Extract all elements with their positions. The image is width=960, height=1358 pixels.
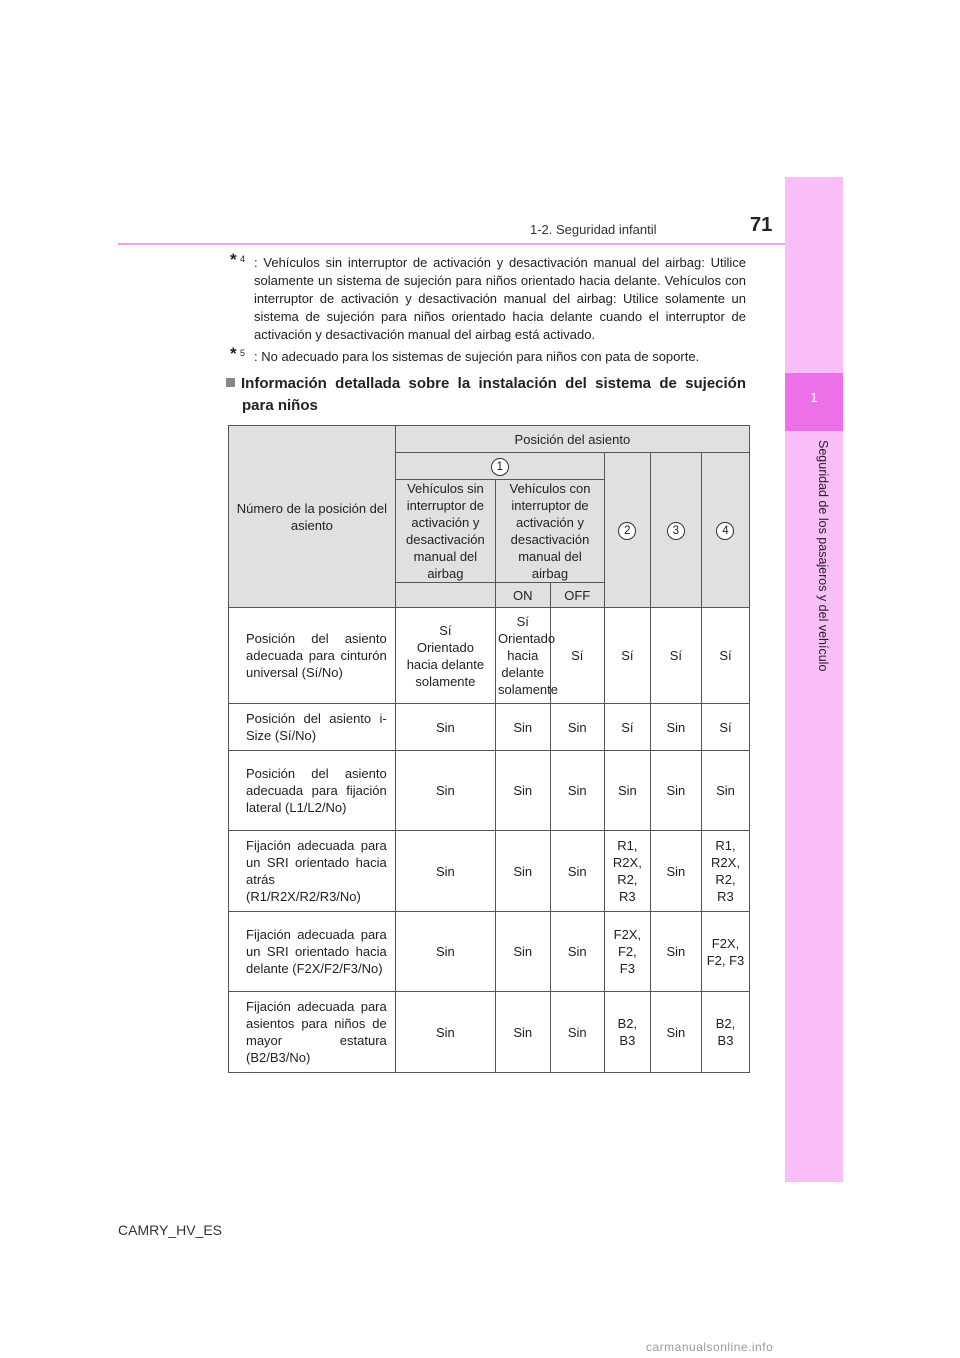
table-cell: Sin xyxy=(550,831,604,912)
table-cell: Sí xyxy=(701,704,749,751)
heading-line-1: Información detallada sobre la instalación del sistema de sujeción xyxy=(241,375,746,392)
group-header: Posición del asiento xyxy=(395,426,749,453)
table-cell: Sí Orientado hacia delante solamente xyxy=(395,608,495,704)
seat-1-header xyxy=(395,453,604,480)
table-row xyxy=(229,751,750,831)
table-cell: Sin xyxy=(650,992,701,1073)
table-cell: Sí Orientado hacia delante solamente xyxy=(496,608,550,704)
section-heading xyxy=(226,373,746,417)
chapter-title: Seguridad de los pasajeros y del vehículo xyxy=(816,440,830,672)
table-cell: Sí xyxy=(550,608,604,704)
seat-3-header: 3 xyxy=(650,453,701,608)
table-cell: Sin xyxy=(395,912,495,992)
footnote-number: 5 xyxy=(240,348,246,358)
table-cell: Sin xyxy=(395,751,495,831)
row-label: Posición del asiento adecuada para cinturón universal (Sí/No) xyxy=(229,608,396,704)
table-cell: Sin xyxy=(496,751,550,831)
seat-4-header: 4 xyxy=(701,453,749,608)
table-cell: Sin xyxy=(496,831,550,912)
footnote-4 xyxy=(230,250,746,344)
footnote-text: : Vehículos sin interruptor de activación y desactivación manual del airbag: Utilice solamente un sistema de sujeción para niños orientado hacia delante. Vehículos con interruptor de activación y desactivación manual del airbag: Utilice solamente un sistema de sujeción para niños orientado hacia delante cuando el interruptor de activación y desactivación manual del airbag está activado. xyxy=(254,255,746,342)
table-cell: Sin xyxy=(395,831,495,912)
table-cell: Sin xyxy=(604,751,650,831)
table-cell: B2, B3 xyxy=(701,992,749,1073)
table-cell: Sí xyxy=(604,704,650,751)
watermark: carmanualsonline.info xyxy=(646,1340,774,1354)
row-label: Posición del asiento adecuada para fijación lateral (L1/L2/No) xyxy=(229,751,396,831)
row-label: Fijación adecuada para un SRI orientado hacia delante (F2X/F2/F3/No) xyxy=(229,912,396,992)
table-cell: Sin xyxy=(496,912,550,992)
footnote-5 xyxy=(230,344,746,366)
table-cell: R1, R2X, R2, R3 xyxy=(604,831,650,912)
table-cell: Sin xyxy=(650,751,701,831)
col-without-switch-filler xyxy=(395,583,495,608)
table-cell: Sin xyxy=(650,831,701,912)
circle-number-1: 1 xyxy=(491,458,509,476)
footnote-marker: * xyxy=(230,250,237,269)
table-cell: R1, R2X, R2, R3 xyxy=(701,831,749,912)
table-cell: B2, B3 xyxy=(604,992,650,1073)
table-cell: Sin xyxy=(496,704,550,751)
seat-info-table xyxy=(228,425,750,1073)
table-cell: Sin xyxy=(395,992,495,1073)
heading-square-icon xyxy=(226,378,235,387)
header-rule xyxy=(118,243,785,245)
row-label: Fijación adecuada para asientos para niños de mayor estatura (B2/B3/No) xyxy=(229,992,396,1073)
table-row xyxy=(229,992,750,1073)
table-cell: Sin xyxy=(550,912,604,992)
table-cell: Sin xyxy=(395,704,495,751)
table-cell: Sin xyxy=(550,704,604,751)
section-title: 1-2. Seguridad infantil xyxy=(530,222,657,237)
table-cell: Sin xyxy=(550,992,604,1073)
model-code: CAMRY_HV_ES xyxy=(118,1222,223,1238)
page-number: 71 xyxy=(750,214,773,236)
footnote-number: 4 xyxy=(240,254,246,264)
footnote-marker: * xyxy=(230,344,237,363)
table-cell: F2X, F2, F3 xyxy=(604,912,650,992)
col-without-switch: Vehículos sin interruptor de activación y desactivación manual del airbag xyxy=(395,480,495,583)
table-row xyxy=(229,831,750,912)
seat-2-header: 2 xyxy=(604,453,650,608)
heading-line-2: para niños xyxy=(242,397,318,414)
table-cell: Sin xyxy=(496,992,550,1073)
table-cell: Sin xyxy=(701,751,749,831)
chapter-number: 1 xyxy=(810,390,818,405)
row-label: Fijación adecuada para un SRI orientado hacia atrás (R1/R2X/R2/R3/No) xyxy=(229,831,396,912)
footnote-text: : No adecuado para los sistemas de sujeción para niños con pata de soporte. xyxy=(254,349,700,364)
table-cell: Sí xyxy=(701,608,749,704)
table-row xyxy=(229,704,750,751)
table-cell: Sin xyxy=(550,751,604,831)
col-on: ON xyxy=(496,583,550,608)
table-row xyxy=(229,912,750,992)
table-cell: Sin xyxy=(650,704,701,751)
col-with-switch: Vehículos con interruptor de activación y desactivación manual del airbag xyxy=(496,480,605,583)
table-cell: Sí xyxy=(604,608,650,704)
row-label: Posición del asiento i-Size (Sí/No) xyxy=(229,704,396,751)
table-cell: Sí xyxy=(650,608,701,704)
col-off: OFF xyxy=(550,583,604,608)
corner-header: Número de la posición del asiento xyxy=(229,426,396,608)
table-cell: Sin xyxy=(650,912,701,992)
table-cell: F2X, F2, F3 xyxy=(701,912,749,992)
table-row xyxy=(229,608,750,704)
